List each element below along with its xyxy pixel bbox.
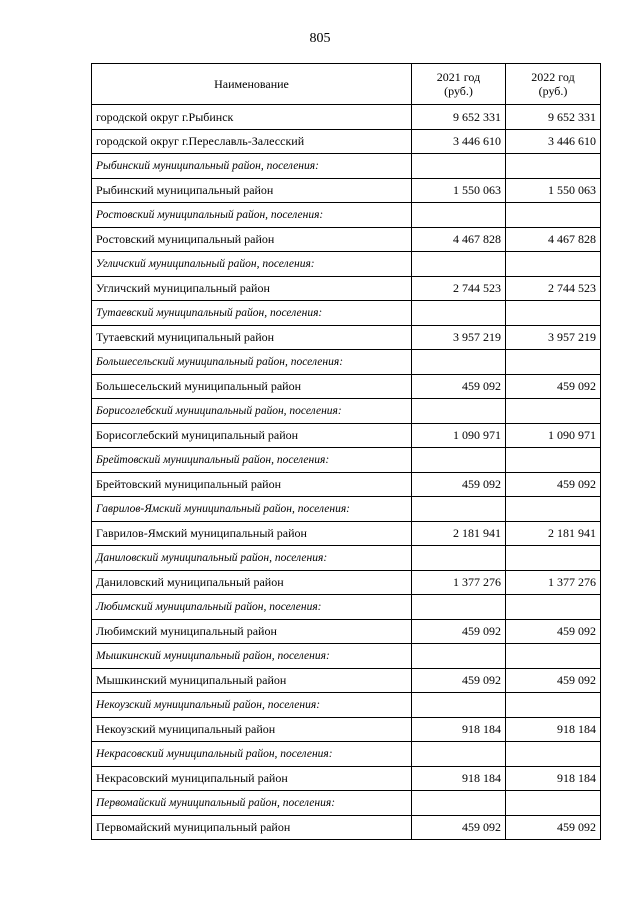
row-2022-cell: 3 957 219 (506, 325, 601, 350)
row-2021-cell: 1 377 276 (412, 570, 506, 595)
row-2021-cell (412, 448, 506, 473)
row-2022-cell (506, 301, 601, 326)
row-name-cell: Гаврилов-Ямский муниципальный район, поселения: (92, 497, 412, 522)
row-name-cell: городской округ г.Переславль-Залесский (92, 129, 412, 154)
row-2021-cell (412, 791, 506, 816)
row-2022-cell: 918 184 (506, 766, 601, 791)
row-name-cell: Ростовский муниципальный район (92, 227, 412, 252)
row-2021-cell (412, 252, 506, 277)
row-2022-cell (506, 203, 601, 228)
row-name-cell: Мышкинский муниципальный район, поселения: (92, 644, 412, 669)
row-name-cell: Первомайский муниципальный район (92, 815, 412, 840)
table-section-row (92, 644, 601, 669)
table-row (92, 472, 601, 497)
table-row (92, 423, 601, 448)
row-name-cell: Угличский муниципальный район (92, 276, 412, 301)
row-name-cell: Рыбинский муниципальный район (92, 178, 412, 203)
row-2021-cell: 1 090 971 (412, 423, 506, 448)
row-name-cell: Тутаевский муниципальный район (92, 325, 412, 350)
row-name-cell: Брейтовский муниципальный район, поселения: (92, 448, 412, 473)
row-name-cell: Даниловский муниципальный район, поселения: (92, 546, 412, 571)
header-2022 (506, 64, 601, 105)
table-row (92, 178, 601, 203)
row-name-cell: Брейтовский муниципальный район (92, 472, 412, 497)
row-name-cell: Тутаевский муниципальный район, поселения: (92, 301, 412, 326)
table-row (92, 766, 601, 791)
row-2021-cell (412, 497, 506, 522)
row-2021-cell: 3 957 219 (412, 325, 506, 350)
table-row (92, 717, 601, 742)
row-name-cell: Гаврилов-Ямский муниципальный район (92, 521, 412, 546)
row-2021-cell (412, 154, 506, 179)
row-name-cell: Борисоглебский муниципальный район (92, 423, 412, 448)
budget-table (91, 63, 601, 840)
table-section-row (92, 742, 601, 767)
row-2021-cell: 459 092 (412, 472, 506, 497)
table-section-row (92, 154, 601, 179)
row-2021-cell: 2 181 941 (412, 521, 506, 546)
row-2021-cell (412, 595, 506, 620)
row-name-cell: Угличский муниципальный район, поселения: (92, 252, 412, 277)
table-section-row (92, 497, 601, 522)
row-name-cell: Некрасовский муниципальный район, поселения: (92, 742, 412, 767)
row-name-cell: Некоузский муниципальный район (92, 717, 412, 742)
row-name-cell: Ростовский муниципальный район, поселения: (92, 203, 412, 228)
row-2022-cell (506, 154, 601, 179)
row-name-cell: Любимский муниципальный район (92, 619, 412, 644)
row-name-cell: городской округ г.Рыбинск (92, 105, 412, 130)
row-2022-cell: 459 092 (506, 619, 601, 644)
row-name-cell: Мышкинский муниципальный район (92, 668, 412, 693)
table-section-row (92, 252, 601, 277)
row-2022-cell: 2 744 523 (506, 276, 601, 301)
table-row (92, 374, 601, 399)
table-section-row (92, 595, 601, 620)
row-2022-cell (506, 791, 601, 816)
table-section-row (92, 350, 601, 375)
row-2021-cell (412, 693, 506, 718)
row-name-cell: Некоузский муниципальный район, поселения: (92, 693, 412, 718)
row-2022-cell (506, 497, 601, 522)
table-body (92, 105, 601, 840)
row-2022-cell: 2 181 941 (506, 521, 601, 546)
row-2022-cell (506, 252, 601, 277)
table-row (92, 227, 601, 252)
table-section-row (92, 203, 601, 228)
row-2021-cell (412, 399, 506, 424)
table-section-row (92, 693, 601, 718)
row-2022-cell: 459 092 (506, 472, 601, 497)
row-2021-cell: 2 744 523 (412, 276, 506, 301)
row-2021-cell: 3 446 610 (412, 129, 506, 154)
row-name-cell: Рыбинский муниципальный район, поселения: (92, 154, 412, 179)
table-row (92, 105, 601, 130)
header-2022-unit: (руб.) (538, 84, 568, 98)
header-2021-year: 2021 год (436, 70, 481, 84)
table-section-row (92, 399, 601, 424)
header-2022-year: 2022 год (531, 70, 575, 84)
table-row (92, 815, 601, 840)
row-2022-cell (506, 546, 601, 571)
row-2021-cell: 459 092 (412, 815, 506, 840)
row-2022-cell: 9 652 331 (506, 105, 601, 130)
row-2022-cell: 459 092 (506, 815, 601, 840)
row-2022-cell (506, 350, 601, 375)
row-2022-cell: 1 550 063 (506, 178, 601, 203)
row-2022-cell (506, 693, 601, 718)
table-row (92, 276, 601, 301)
row-name-cell: Первомайский муниципальный район, поселения: (92, 791, 412, 816)
row-name-cell: Большесельский муниципальный район, поселения: (92, 350, 412, 375)
table-row (92, 570, 601, 595)
row-2021-cell: 918 184 (412, 766, 506, 791)
row-2021-cell: 459 092 (412, 668, 506, 693)
header-2021 (412, 64, 506, 105)
row-2022-cell: 1 090 971 (506, 423, 601, 448)
row-2022-cell: 4 467 828 (506, 227, 601, 252)
row-2021-cell: 459 092 (412, 619, 506, 644)
row-2022-cell (506, 448, 601, 473)
table-header-row (92, 64, 601, 105)
row-2021-cell: 9 652 331 (412, 105, 506, 130)
row-2021-cell (412, 301, 506, 326)
row-2021-cell: 4 467 828 (412, 227, 506, 252)
table-section-row (92, 546, 601, 571)
row-2022-cell (506, 595, 601, 620)
row-2021-cell (412, 644, 506, 669)
row-2022-cell (506, 644, 601, 669)
table-row (92, 668, 601, 693)
row-2021-cell (412, 742, 506, 767)
row-2022-cell (506, 399, 601, 424)
row-2021-cell (412, 350, 506, 375)
row-2021-cell: 1 550 063 (412, 178, 506, 203)
row-name-cell: Большесельский муниципальный район (92, 374, 412, 399)
table-row (92, 325, 601, 350)
page-number: 805 (309, 31, 331, 46)
table-row (92, 129, 601, 154)
row-name-cell: Даниловский муниципальный район (92, 570, 412, 595)
row-name-cell: Любимский муниципальный район, поселения: (92, 595, 412, 620)
row-2022-cell: 459 092 (506, 374, 601, 399)
table-section-row (92, 448, 601, 473)
row-2021-cell: 459 092 (412, 374, 506, 399)
row-name-cell: Борисоглебский муниципальный район, поселения: (92, 399, 412, 424)
row-2022-cell: 3 446 610 (506, 129, 601, 154)
row-name-cell: Некрасовский муниципальный район (92, 766, 412, 791)
table-section-row (92, 791, 601, 816)
row-2021-cell (412, 203, 506, 228)
table-row (92, 521, 601, 546)
table-row (92, 619, 601, 644)
row-2022-cell: 1 377 276 (506, 570, 601, 595)
row-2021-cell: 918 184 (412, 717, 506, 742)
row-2022-cell: 918 184 (506, 717, 601, 742)
header-name: Наименование (92, 64, 412, 105)
header-2021-unit: (руб.) (444, 84, 473, 98)
row-2022-cell (506, 742, 601, 767)
table-section-row (92, 301, 601, 326)
row-2022-cell: 459 092 (506, 668, 601, 693)
row-2021-cell (412, 546, 506, 571)
